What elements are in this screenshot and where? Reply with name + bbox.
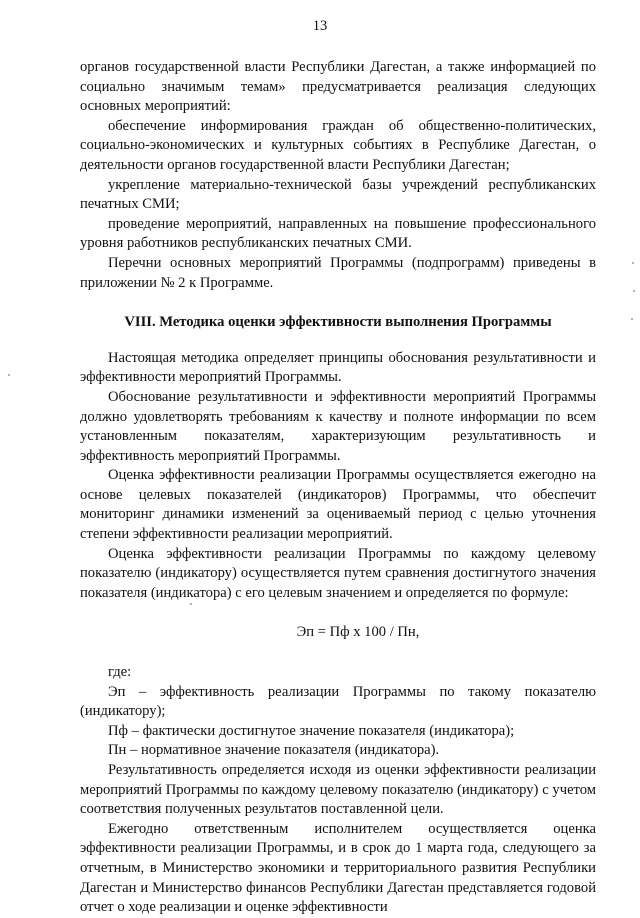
definition-item: Пф – фактически достигнутое значение показателя (индикатора); [108, 722, 515, 739]
definition-item: Эп – эффективность реализации Программы по такому показателю (индикатору); [80, 683, 596, 720]
scan-speck [632, 262, 634, 264]
formula: Эп = Пф x 100 / Пн, [296, 624, 420, 641]
scan-speck [631, 318, 633, 320]
where-label: где: [108, 664, 132, 681]
scan-speck [633, 290, 635, 292]
scan-speck [8, 374, 10, 376]
paragraph: Оценка эффективности реализации Программы осуществляется ежегодно на основе целевых показателей (индикаторов) Программы, что обеспечит мониторинг динамики изменений за оцениваемый период с целью уточнения степени эффективности реализации мероприятий. [80, 467, 596, 543]
paragraph: Оценка эффективности реализации Программы по каждому целевому показателю (индикатору) осуществляется путем сравнения достигнутого значения показателя (индикатора) с его целевым значением и определяется по формуле: [80, 545, 596, 601]
section-heading: VIII. Методика оценки эффективности выполнения Программы [124, 314, 552, 331]
scan-speck [190, 603, 192, 605]
paragraph: органов государственной власти Республики Дагестан, а также информацией по социально значимым темам» предусматривается реализация следующих основных мероприятий: [80, 59, 596, 115]
paragraph: Результативность определяется исходя из оценки эффективности реализации мероприятий Программы по каждому целевому показателю (индикатору) с учетом соответствия полученных результатов поставленной цели. [80, 762, 596, 818]
paragraph: укрепление материально-технической базы учреждений республиканских печатных СМИ; [80, 176, 596, 213]
paragraph: Обоснование результативности и эффективности мероприятий Программы должно удовлетворять требованиям к качеству и полноте информации по всем установленным показателям, характеризующим результативность и эффективность мероприятий Программы. [80, 388, 596, 464]
paragraph: Настоящая методика определяет принципы обоснования результативности и эффективности мероприятий Программы. [80, 349, 596, 386]
paragraph: Перечни основных мероприятий Программы (подпрограмм) приведены в приложении № 2 к Программе. [80, 254, 596, 291]
definition-item: Пн – нормативное значение показателя (индикатора). [108, 742, 440, 759]
paragraph: Ежегодно ответственным исполнителем осуществляется оценка эффективности реализации Программы, и в срок до 1 марта года, следующего за отчетным, в Министерство экономики и территориального развития Республики Дагестан и Министерство финансов Республики Дагестан представляется годовой отчет о ходе реализации и оценке эффективности [80, 820, 596, 916]
page-number: 13 [312, 18, 328, 34]
paragraph: проведение мероприятий, направленных на повышение профессионального уровня работников республиканских печатных СМИ. [80, 215, 596, 252]
document-body [80, 58, 596, 918]
paragraph: обеспечение информирования граждан об общественно-политических, социально-экономических и культурных событиях в Республике Дагестан, о деятельности органов государственной власти Республики Дагестан; [80, 117, 596, 173]
